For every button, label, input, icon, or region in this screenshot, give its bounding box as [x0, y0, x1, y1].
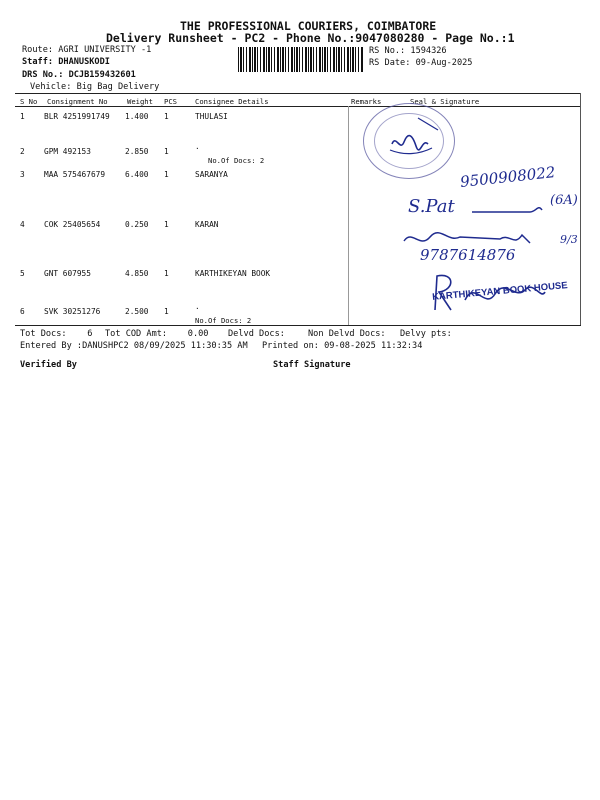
row-5-pcs: 1: [164, 269, 169, 278]
col-seal-signature: Seal & Signature: [410, 97, 480, 106]
non-delivered-docs: Non Delvd Docs:: [308, 329, 386, 339]
row-3-sno: 3: [20, 170, 25, 179]
row-5-weight: 4.850: [125, 269, 149, 278]
drs-number: DRS No.: DCJB159432601: [22, 70, 136, 80]
rs-date: RS Date: 09-Aug-2025: [369, 58, 473, 68]
row-6-sno: 6: [20, 307, 25, 316]
row-4-sno: 4: [20, 220, 25, 229]
row-3-consignee: SARANYA: [195, 170, 228, 179]
total-cod: Tot COD Amt: 0.00: [105, 329, 209, 339]
row-2-sno: 2: [20, 147, 25, 156]
row-6-consignment: SVK 30251276: [44, 307, 101, 316]
row-6-weight: 2.500: [125, 307, 149, 316]
table-top-rule: [15, 93, 581, 94]
total-docs: Tot Docs: 6: [20, 329, 93, 339]
col-pcs: PCS: [164, 97, 177, 106]
col-sno: S No: [20, 97, 38, 106]
company-stamp-text: KARTHIKEYAN BOOK HOUSE: [431, 280, 569, 303]
row-2-weight: 2.850: [125, 147, 149, 156]
row-6-pcs: 1: [164, 307, 169, 316]
row-5-sno: 5: [20, 269, 25, 278]
table-bottom-rule: [15, 325, 581, 326]
row-1-sno: 1: [20, 112, 25, 121]
row-5-consignee: KARTHIKEYAN BOOK: [195, 269, 271, 278]
row-4-consignee: KARAN: [195, 220, 219, 229]
row-2-docs: No.Of Docs: 2: [208, 156, 265, 165]
staff-signature-label: Staff Signature: [273, 360, 351, 370]
rs-number: RS No.: 1594326: [369, 46, 447, 56]
circular-seal-stamp: [360, 100, 460, 180]
printed-on: Printed on: 09-08-2025 11:32:34: [262, 341, 423, 351]
barcode-image: [238, 47, 364, 72]
col-consignee: Consignee Details: [195, 97, 269, 106]
table-right-border: [580, 93, 581, 325]
table-header-rule: [15, 106, 581, 107]
row-1-pcs: 1: [164, 112, 169, 121]
handwritten-phone: 9500908022: [459, 163, 557, 191]
row-6-consignee: .: [195, 302, 200, 311]
row-3-pcs: 1: [164, 170, 169, 179]
handwritten-name-spat: S.Pat: [408, 196, 455, 217]
row-1-consignee: THULASI: [195, 112, 228, 121]
row-3-weight: 6.400: [125, 170, 149, 179]
route-label: Route: AGRI UNIVERSITY -1: [22, 45, 152, 55]
row-1-consignment: BLR 4251991749: [44, 112, 110, 121]
verified-by-label: Verified By: [20, 360, 77, 370]
col-remarks: Remarks: [351, 97, 382, 106]
row-6-docs: No.Of Docs: 2: [195, 316, 252, 325]
delivered-docs: Delvd Docs:: [228, 329, 285, 339]
staff-label: Staff: DHANUSKODI: [22, 57, 110, 67]
row-4-consignment: COK 25405654: [44, 220, 101, 229]
handwritten-date: 9/3: [560, 233, 578, 246]
row-1-weight: 1.400: [125, 112, 149, 121]
col-weight: Weight: [127, 97, 153, 106]
runsheet-subtitle: Delivery Runsheet - PC2 - Phone No.:9047080280 - Page No.:1: [106, 31, 515, 45]
delivery-points: Delvy pts:: [400, 329, 452, 339]
row-2-consignment: GPM 492153: [44, 147, 91, 156]
remarks-divider: [348, 106, 349, 326]
handwritten-number: 9787614876: [420, 246, 516, 264]
row-3-consignment: MAA 575467679: [44, 170, 106, 179]
row-2-consignee: .: [195, 142, 200, 151]
row-4-pcs: 1: [164, 220, 169, 229]
row-4-weight: 0.250: [125, 220, 149, 229]
entered-by: Entered By :DANUSHPC2 08/09/2025 11:30:35 AM: [20, 341, 248, 351]
col-consignment: Consignment No: [47, 97, 108, 106]
handwritten-initial: (6A): [550, 193, 578, 208]
company-title: THE PROFESSIONAL COURIERS, COIMBATORE: [180, 19, 437, 33]
row-5-consignment: GNT 607955: [44, 269, 91, 278]
row-2-pcs: 1: [164, 147, 169, 156]
vehicle-label: Vehicle: Big Bag Delivery: [30, 82, 160, 92]
